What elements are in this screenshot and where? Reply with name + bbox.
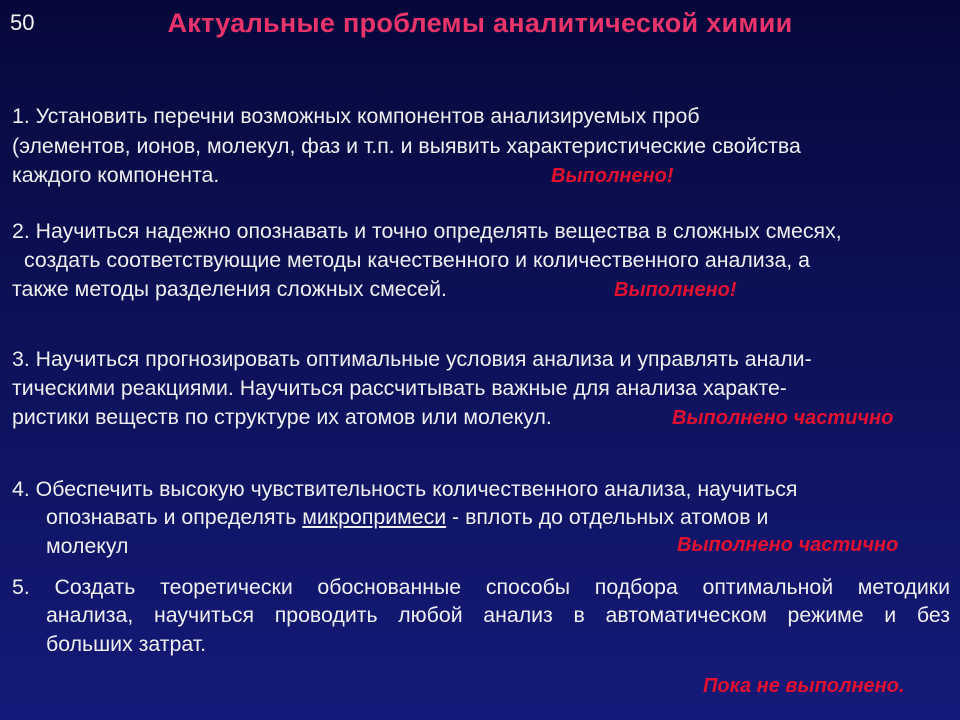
item-4-line-2	[46, 505, 768, 530]
item-4-line-1: 4. Обеспечить высокую чувствительность количественного анализа, научиться	[12, 477, 798, 501]
item-1-line-3: каждого компонента.	[12, 163, 220, 187]
item-3-line-2: тическими реакциями. Научиться рассчитывать важные для анализа характе-	[12, 376, 787, 400]
item-5-line-3: больших затрат.	[46, 632, 207, 656]
item-2-line-1: 2. Научиться надежно опознавать и точно определять вещества в сложных смесях,	[12, 219, 842, 243]
item-1-line-2: (элементов, ионов, молекул, фаз и т.п. и выявить характеристические свойства	[12, 134, 801, 158]
slide-number: 50	[10, 10, 35, 35]
item-2-line-2: создать соответствующие методы качественного и количественного анализа, а	[24, 248, 810, 272]
item-4-status: Выполнено частично	[677, 534, 899, 556]
item-1-line-1: 1. Установить перечни возможных компонентов анализируемых проб	[12, 104, 700, 128]
item-5-status: Пока не выполнено.	[703, 675, 905, 697]
item-5-line-2: анализа, научиться проводить любой анализ в автоматическом режиме и без	[46, 603, 950, 627]
item-4-underlined-term: микропримеси	[302, 505, 447, 529]
item-2-status: Выполнено!	[614, 279, 737, 301]
item-3-line-3: ристики веществ по структуре их атомов или молекул.	[12, 405, 552, 429]
item-1-status: Выполнено!	[551, 165, 674, 187]
item-3-line-1: 3. Научиться прогнозировать оптимальные условия анализа и управлять анали-	[12, 347, 812, 371]
item-5-line-1: 5. Создать теоретически обоснованные способы подбора оптимальной методики	[12, 575, 950, 599]
item-2-line-3: также методы разделения сложных смесей.	[12, 277, 447, 301]
item-4-line-2-end: - вплоть до отдельных атомов и	[446, 505, 769, 529]
item-4-line-3: молекул	[46, 534, 129, 558]
slide-title: Актуальные проблемы аналитической химии	[167, 8, 793, 38]
item-3-status: Выполнено частично	[672, 407, 894, 429]
item-4-line-2-start: опознавать и определять	[46, 505, 303, 529]
